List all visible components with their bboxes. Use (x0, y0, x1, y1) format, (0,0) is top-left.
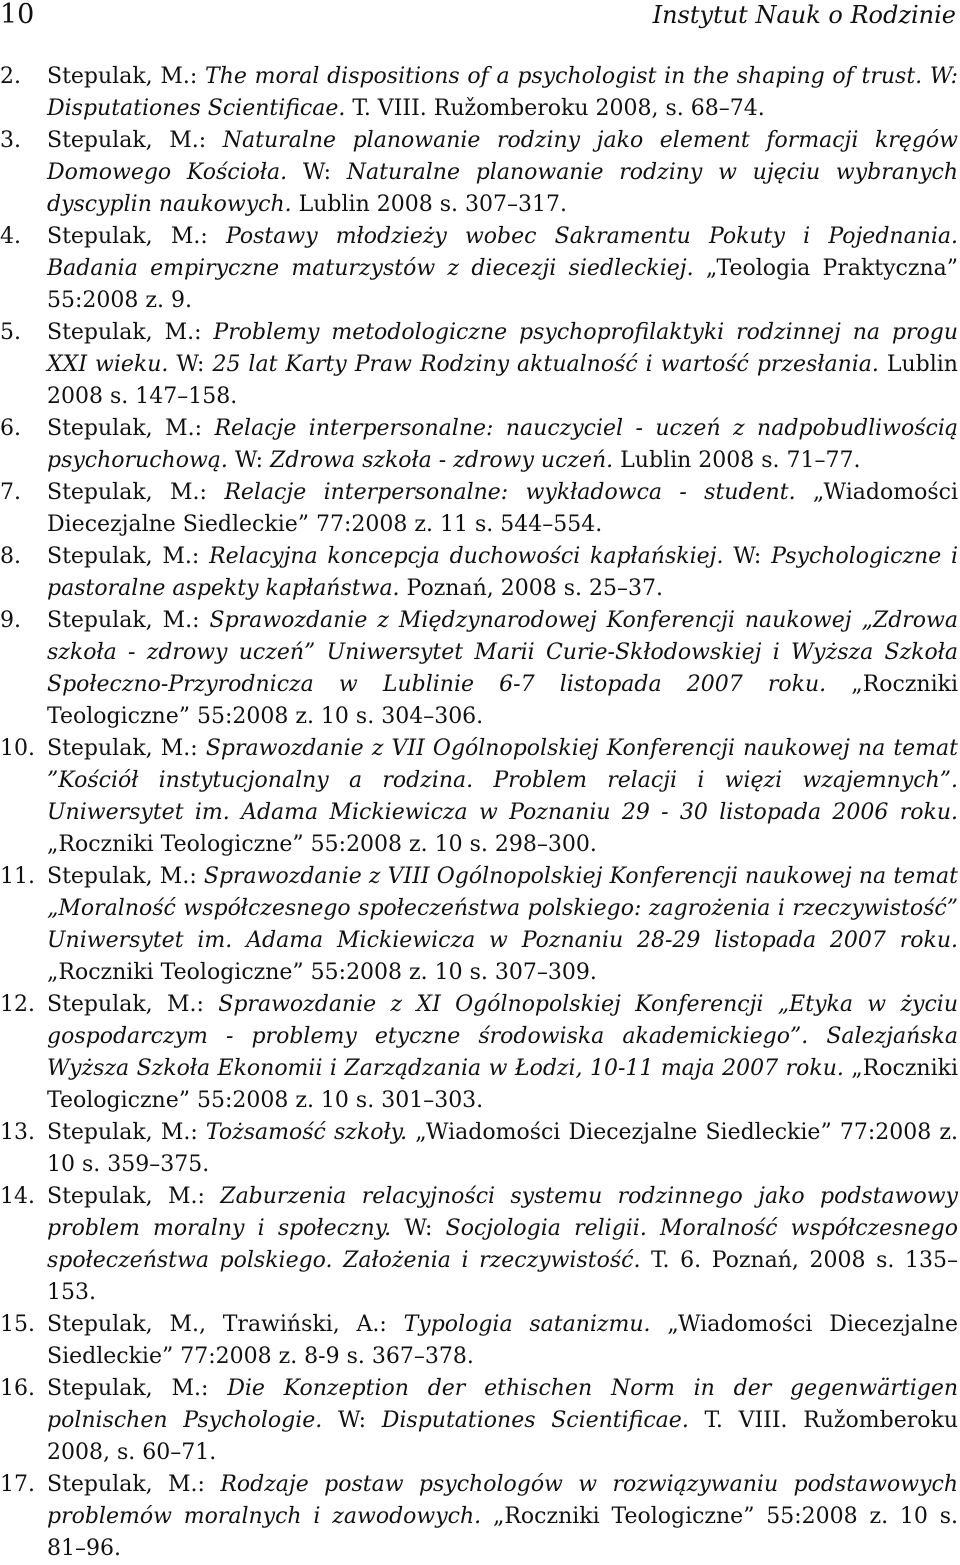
item-source: W: (391, 1216, 446, 1241)
item-text (47, 1469, 958, 1565)
item-number: 16. (0, 1376, 35, 1401)
item-source-detail: Poznań, 2008 s. 25–37. (399, 576, 663, 601)
page-header (0, 0, 960, 34)
list-item (0, 1469, 958, 1565)
item-source: „Roczniki Teologiczne” 55:2008 z. 10 s. 301–303. (47, 1056, 958, 1113)
item-author: Stepulak, M.: (47, 992, 219, 1017)
item-text (47, 1373, 958, 1469)
item-number: 6. (0, 416, 21, 441)
item-collection-title: 25 lat Karty Praw Rodziny aktualność i wartość przesłania. (212, 352, 879, 377)
item-author: Stepulak, M.: (47, 608, 210, 633)
item-number: 2. (0, 64, 21, 89)
running-title: Instytut Nauk o Rodzinie (652, 1, 956, 29)
item-title: Relacje interpersonalne: wykładowca - student. (224, 480, 796, 505)
list-item (0, 413, 958, 477)
item-title: The moral dispositions of a psychologist in the shaping of trust. W: Disputationes Scientificae. (47, 64, 958, 121)
item-text (47, 1117, 958, 1181)
item-author: Stepulak, M.: (47, 1376, 228, 1401)
item-number: 17. (0, 1472, 35, 1497)
bibliography-list (0, 61, 958, 1565)
item-author: Stepulak, M.: (47, 480, 225, 505)
item-author: Stepulak, M.: (47, 1184, 221, 1209)
item-text (47, 125, 958, 221)
item-source-detail: Lublin 2008 s. 71–77. (613, 448, 861, 473)
item-title: Typologia satanizmu. (403, 1312, 651, 1337)
item-title: Die Konzeption der ethischen Norm in der gegenwärtigen polnischen Psychologie. (47, 1376, 959, 1433)
item-author: Stepulak, M.: (47, 736, 206, 761)
list-item (0, 221, 958, 317)
list-item (0, 605, 958, 733)
item-title: Relacyjna koncepcja duchowości kapłańskiej. (209, 544, 724, 569)
item-source-detail: Lublin 2008 s. 147–158. (47, 352, 958, 409)
item-source: „Wiadomości Diecezjalne Siedleckie” 77:2008 z. 10 s. 359–375. (47, 1120, 958, 1177)
item-text (47, 989, 958, 1117)
item-source: W: (227, 448, 271, 473)
item-title: Naturalne planowanie rodziny jako element formacji kręgów Domowego Kościoła. (47, 128, 959, 185)
item-text (47, 61, 958, 125)
item-title: Zaburzenia relacyjności systemu rodzinnego jako podstawowy problem moralny i społeczny. (47, 1184, 958, 1241)
item-number: 15. (0, 1312, 35, 1337)
list-item (0, 1117, 958, 1181)
item-collection-title: Psychologiczne i pastoralne aspekty kapłaństwa. (47, 544, 959, 601)
item-author: Stepulak, M.: (47, 64, 206, 89)
item-number: 12. (0, 992, 35, 1017)
item-title: Sprawozdanie z VII Ogólnopolskiej Konferencji naukowej na temat ”Kościół instytucjonalny a rodzina. Problem relacji i więzi wzajemnych”. Uniwersytet im. Adama Mickiewicza w Poznaniu 29 - 30 listopada 2006 roku. (47, 736, 959, 825)
item-source: „Roczniki Teologiczne” 55:2008 z. 10 s. 307–309. (47, 960, 597, 985)
item-source: „Roczniki Teologiczne” 55:2008 z. 10 s. 304–306. (47, 672, 958, 729)
item-text (47, 733, 958, 861)
item-text (47, 221, 958, 317)
item-text (47, 413, 958, 477)
item-title: Rodzaje postaw psychologów w rozwiązywaniu podstawowych problemów moralnych i zawodowych. (47, 1472, 958, 1529)
item-source: „Roczniki Teologiczne” 55:2008 z. 10 s. 298–300. (47, 832, 597, 857)
item-number: 3. (0, 128, 21, 153)
item-author: Stepulak, M.: (47, 864, 204, 889)
item-number: 4. (0, 224, 21, 249)
item-source: „Wiadomości Diecezjalne Siedleckie” 77:2008 z. 11 s. 544–554. (47, 480, 959, 537)
item-collection-title: Naturalne planowanie rodziny w ujęciu wybranych dyscyplin naukowych. (47, 160, 958, 217)
item-title: Problemy metodologiczne psychoprofilaktyki rodzinnej na progu XXI wieku. (47, 320, 958, 377)
item-collection-title: Disputationes Scientificae. (381, 1408, 689, 1433)
list-item (0, 1181, 958, 1309)
item-number: 10. (0, 736, 35, 761)
item-source: W: (723, 544, 772, 569)
item-number: 11. (0, 864, 35, 889)
list-item (0, 125, 958, 221)
item-title: Sprawozdanie z XI Ogólnopolskiej Konferencji „Etyka w życiu gospodarczym - problemy etyczne środowiska akademickiego”. Salezjańska Wyższa Szkoła Ekonomii i Zarządzania w Łodzi, 10-11 maja 2007 roku. (47, 992, 959, 1081)
item-number: 7. (0, 480, 21, 505)
item-title: Sprawozdanie z Międzynarodowej Konferencji naukowej „Zdrowa szkoła - zdrowy uczeń” Uniwersytet Marii Curie-Skłodowskiej i Wyższa Szkoła Społeczno-Przyrodnicza w Lublinie 6-7 listopada 2007 roku. (47, 608, 958, 697)
item-author: Stepulak, M.: (47, 320, 214, 345)
item-text (47, 317, 958, 413)
list-item (0, 733, 958, 861)
item-title: Tożsamość szkoły. (205, 1120, 408, 1145)
item-text (47, 477, 958, 541)
list-item (0, 861, 958, 989)
item-title: Sprawozdanie z VIII Ogólnopolskiej Konferencji naukowej na temat „Moralność współczesnego społeczeństwa polskiego: zagrożenia i rzeczywistość” Uniwersytet im. Adama Mickiewicza w Poznaniu 28-29 listopada 2007 roku. (47, 864, 958, 953)
item-title: Relacje interpersonalne: nauczyciel - uczeń z nadpobudliwością psychoruchową. (47, 416, 959, 473)
item-source: W: (322, 1408, 382, 1433)
item-source: T. VIII. Ružomberoku 2008, s. 68–74. (345, 96, 765, 121)
item-collection-title: Zdrowa szkoła - zdrowy uczeń. (270, 448, 614, 473)
item-author: Stepulak, M.: (47, 224, 226, 249)
item-text (47, 1309, 958, 1373)
list-item (0, 989, 958, 1117)
list-item (0, 1309, 958, 1373)
item-text (47, 541, 958, 605)
list-item (0, 317, 958, 413)
item-source: „Wiadomości Diecezjalne Siedleckie” 77:2008 z. 8-9 s. 367–378. (47, 1312, 958, 1369)
list-item (0, 477, 958, 541)
item-author: Stepulak, M.: (47, 544, 210, 569)
item-source-detail: T. 6. Poznań, 2008 s. 135–153. (47, 1248, 958, 1305)
item-number: 5. (0, 320, 21, 345)
item-author: Stepulak, M.: (47, 1120, 206, 1145)
item-source: „Roczniki Teologiczne” 55:2008 z. 10 s. 81–96. (47, 1504, 958, 1561)
item-source: W: (168, 352, 213, 377)
item-author: Stepulak, M.: (47, 1472, 221, 1497)
list-item (0, 541, 958, 605)
item-author: Stepulak, M.: (47, 416, 215, 441)
page-number: 10 (0, 0, 35, 30)
item-author: Stepulak, M., Trawiński, A.: (47, 1312, 404, 1337)
item-number: 14. (0, 1184, 35, 1209)
item-collection-title: Socjologia religii. Moralność współczesnego społeczeństwa polskiego. Założenia i rzeczywistość. (47, 1216, 958, 1273)
item-source: W: (287, 160, 347, 185)
item-author: Stepulak, M.: (47, 128, 223, 153)
item-text (47, 861, 958, 989)
item-number: 13. (0, 1120, 35, 1145)
item-text (47, 1181, 958, 1309)
item-title: Postawy młodzieży wobec Sakramentu Pokuty i Pojednania. Badania empiryczne maturzystów z diecezji siedleckiej. (47, 224, 959, 281)
item-source-detail: T. VIII. Ružomberoku 2008, s. 60–71. (47, 1408, 958, 1465)
list-item (0, 1373, 958, 1469)
list-item (0, 61, 958, 125)
item-text (47, 605, 958, 733)
item-source-detail: Lublin 2008 s. 307–317. (291, 192, 567, 217)
item-number: 9. (0, 608, 21, 633)
item-source: „Teologia Praktyczna” 55:2008 z. 9. (47, 256, 959, 313)
item-number: 8. (0, 544, 21, 569)
